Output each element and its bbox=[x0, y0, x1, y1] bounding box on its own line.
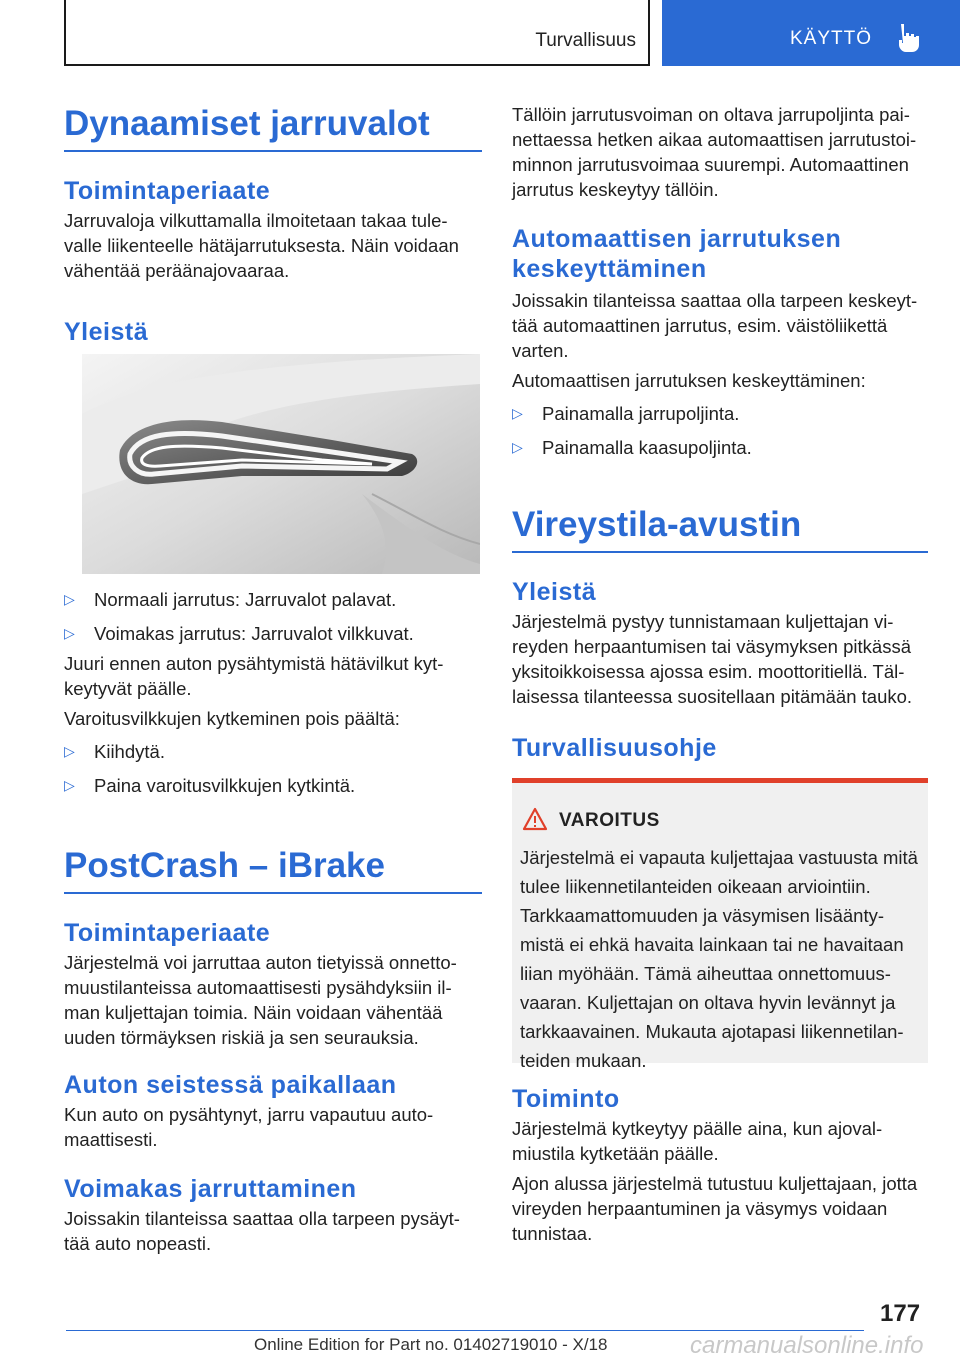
paragraph-voimakas: Joissakin tilanteissa saattaa olla tarpeen pysäyt-tää auto nopeasti. bbox=[64, 1208, 460, 1254]
warning-box bbox=[512, 778, 928, 1071]
header-rule-left-vertical bbox=[64, 0, 66, 66]
heading-rule bbox=[512, 551, 928, 553]
heading-auton-seistessa: Auton seistessä paikallaan bbox=[64, 1071, 397, 1099]
header-rule-right-vertical bbox=[648, 0, 650, 66]
triangle-bullet-icon: ▷ bbox=[512, 405, 523, 421]
heading-dynaamiset-jarruvalot: Dynaamiset jarruvalot bbox=[64, 104, 430, 143]
triangle-bullet-icon: ▷ bbox=[64, 625, 75, 641]
footer bbox=[0, 1332, 960, 1362]
heading-yleista-2: Yleistä bbox=[512, 578, 597, 606]
list-item: ▷ Painamalla kaasupoljinta. bbox=[512, 437, 752, 458]
heading-rule bbox=[64, 892, 482, 894]
warning-body: Järjestelmä ei vapauta kuljettajaa vastuusta mitä tulee liikennetilanteiden oikeaan arviointiin. Tarkkaamattomuuden ja väsymisen lisäänty-mistä ei ehkä havaita lainkaan tai ne havaitaan liian myöhään. Tämä aiheuttaa onnettomuus-vaaran. Kuljettajan on oltava hyvin levännyt ja tarkkaavainen. Mukauta ajotapasi liikennetilan-teiden mukaan. bbox=[520, 847, 918, 1071]
list-item: ▷ Painamalla jarrupoljinta. bbox=[512, 403, 740, 424]
paragraph-toiminto-2: Ajon alussa järjestelmä tutustuu kuljettajaan, jotta vireyden herpaantuminen ja väsymys voidaan tunnistaa. bbox=[512, 1173, 918, 1244]
paragraph-toiminto-1: Järjestelmä kytkeytyy päälle aina, kun ajoval-miustila kytketään päälle. bbox=[512, 1118, 883, 1164]
paragraph-automaattisen: Automaattisen jarrutuksen keskeyttäminen: bbox=[512, 370, 866, 391]
triangle-bullet-icon: ▷ bbox=[64, 743, 75, 759]
list-item: ▷ Voimakas jarrutus: Jarruvalot vilkkuvat. bbox=[64, 623, 414, 644]
paragraph-toimintaperiaate-2: Järjestelmä voi jarruttaa auton tietyissä onnetto-muustilanteissa automaattisesti pysähdyksiin il-man kuljettajan toimia. Näin voidaan vähentää uuden törmäyksen riskiä ja sen seurauksia. bbox=[64, 952, 457, 1048]
paragraph-jarjestelma-pystyy: Järjestelmä pystyy tunnistamaan kuljettajan vi-reyden herpaantumisen tai väsymyksen pitkässä yksitoikkoisessa ajossa esim. moottoritiellä. Täl-laisessa tilanteessa suositellaan pitämään tauko. bbox=[512, 611, 913, 707]
triangle-bullet-icon: ▷ bbox=[64, 777, 75, 793]
triangle-bullet-icon: ▷ bbox=[64, 591, 75, 607]
heading-rule bbox=[64, 150, 482, 152]
tab-kaytto-label: KÄYTTÖ bbox=[790, 28, 873, 49]
heading-postcrash-ibrake: PostCrash – iBrake bbox=[64, 846, 385, 885]
tail-light-image bbox=[82, 354, 480, 574]
hand-pointer-icon bbox=[895, 22, 921, 52]
page-number: 177 bbox=[880, 1300, 921, 1327]
paragraph-toimintaperiaate: Jarruvaloja vilkuttamalla ilmoitetaan takaa tule-valle liikenteelle hätäjarrutuksesta. Näin voidaan vähentää peräänajovaaraa. bbox=[64, 210, 459, 281]
paragraph-talloin: Tällöin jarrutusvoiman on oltava jarrupoljinta pai-nettaessa hetken aikaa automaattisen jarrutustoi-minnon jarrutusvoimaa suurempi. Automaattinen jarrutus keskeytyy tällöin. bbox=[512, 104, 917, 200]
footer-rule bbox=[66, 1330, 864, 1331]
triangle-bullet-icon: ▷ bbox=[512, 439, 523, 455]
warning-triangle-icon bbox=[522, 807, 548, 831]
heading-yleista: Yleistä bbox=[64, 318, 149, 346]
footer-watermark: carmanualsonline.info bbox=[690, 1332, 924, 1359]
footer-edition: Online Edition for Part no. 01402719010 - X/18 bbox=[254, 1335, 608, 1354]
header-rule-bottom bbox=[64, 64, 650, 66]
warning-title: VAROITUS bbox=[559, 810, 660, 831]
paragraph-joissakin: Joissakin tilanteissa saattaa olla tarpeen keskeyt-tää automaattinen jarrutus, esim. väistöliikettä varten. bbox=[512, 290, 918, 361]
paragraph-auton-seistessa: Kun auto on pysähtynyt, jarru vapautuu auto-maattisesti. bbox=[64, 1104, 434, 1150]
heading-toimintaperiaate-2: Toimintaperiaate bbox=[64, 919, 271, 947]
paragraph-juuri-ennen: Juuri ennen auton pysähtymistä hätävilkut kyt-keytyvät päälle. bbox=[64, 653, 444, 699]
heading-vireystila-avustin: Vireystila-avustin bbox=[512, 505, 802, 544]
list-item: ▷ Kiihdytä. bbox=[64, 741, 165, 762]
heading-turvallisuusohje: Turvallisuusohje bbox=[512, 734, 717, 762]
heading-voimakas-jarruttaminen: Voimakas jarruttaminen bbox=[64, 1175, 357, 1203]
heading-toimintaperiaate: Toimintaperiaate bbox=[64, 177, 271, 205]
header-section-title: Turvallisuus bbox=[535, 30, 636, 51]
paragraph-varoitusvilkkujen: Varoitusvilkkujen kytkeminen pois päältä: bbox=[64, 708, 400, 729]
heading-automaattisen-keskeyttaminen: Automaattisen jarrutuksen keskeyttäminen bbox=[512, 225, 842, 283]
list-item: ▷ Paina varoitusvilkkujen kytkintä. bbox=[64, 775, 356, 796]
heading-toiminto: Toiminto bbox=[512, 1085, 620, 1113]
tab-kaytto[interactable] bbox=[662, 0, 960, 66]
list-item: ▷ Normaali jarrutus: Jarruvalot palavat. bbox=[64, 589, 397, 610]
